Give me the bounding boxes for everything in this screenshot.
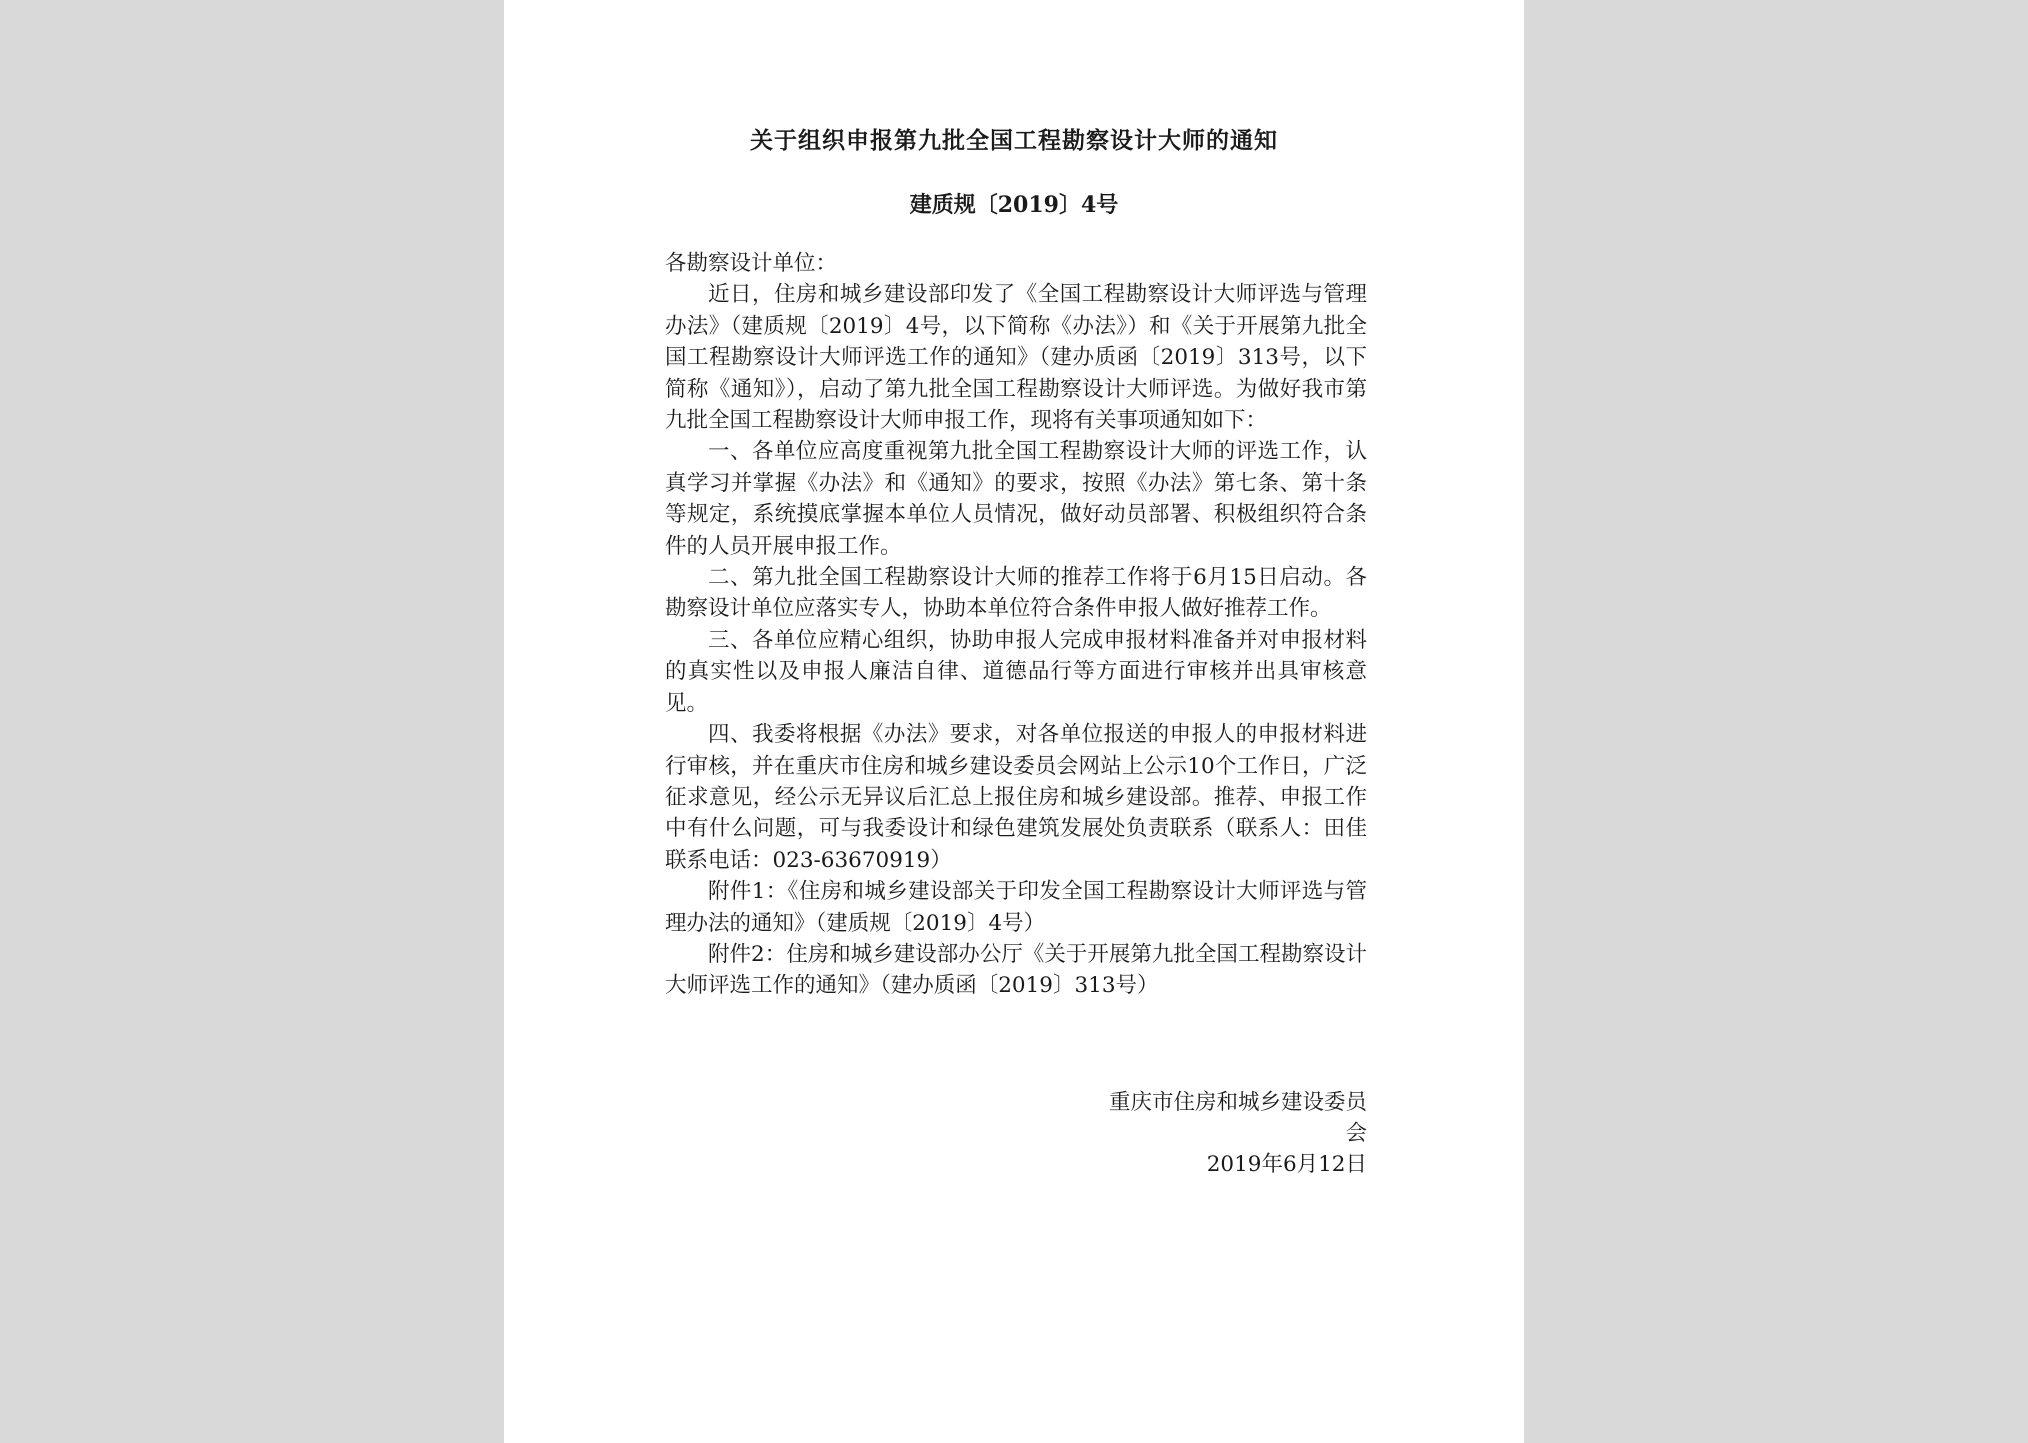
paragraph-intro: 近日，住房和城乡建设部印发了《全国工程勘察设计大师评选与管理办法》（建质规〔2019〕4号，以下简称《办法》）和《关于开展第九批全国工程勘察设计大师评选工作的通知》（建办质函〔2019〕313号，以下简称《通知》），启动了第九批全国工程勘察设计大师评选。为做好我市第九批全国工程勘察设计大师申报工作，现将有关事项通知如下： (665, 282, 1367, 434)
salutation: 各勘察设计单位： (665, 251, 838, 276)
issue-date: 2019年6月12日 (1206, 1152, 1367, 1177)
document-page (504, 0, 1524, 1443)
document-body (665, 248, 1367, 1002)
attachment-1: 附件1：《住房和城乡建设部关于印发全国工程勘察设计大师评选与管理办法的通知》（建质规〔2019〕4号） (665, 879, 1367, 936)
issuer-name: 重庆市住房和城乡建设委员会 (1108, 1090, 1367, 1146)
paragraph-item-4: 四、我委将根据《办法》要求，对各单位报送的申报人的申报材料进行审核，并在重庆市住房和城乡建设委员会网站上公示10个工作日，广泛征求意见，经公示无异议后汇总上报住房和城乡建设部。推荐、申报工作中有什么问题，可与我委设计和绿色建筑发展处负责联系（联系人：田佳 联系电话：023-63670919） (665, 722, 1367, 873)
paragraph-item-2: 二、第九批全国工程勘察设计大师的推荐工作将于6月15日启动。各勘察设计单位应落实专人，协助本单位符合条件申报人做好推荐工作。 (665, 565, 1367, 622)
paragraph-item-3: 三、各单位应精心组织，协助申报人完成申报材料准备并对申报材料的真实性以及申报人廉洁自律、道德品行等方面进行审核并出具审核意见。 (665, 627, 1367, 716)
paragraph-item-1: 一、各单位应高度重视第九批全国工程勘察设计大师的评选工作，认真学习并掌握《办法》和《通知》的要求，按照《办法》第七条、第十条等规定，系统摸底掌握本单位人员情况，做好动员部署、积极组织符合条件的人员开展申报工作。 (665, 439, 1367, 559)
document-number: 建质规〔2019〕4号 (909, 192, 1119, 218)
attachment-2: 附件2：住房和城乡建设部办公厅《关于开展第九批全国工程勘察设计大师评选工作的通知》（建办质函〔2019〕313号） (665, 941, 1367, 999)
document-title: 关于组织申报第九批全国工程勘察设计大师的通知 (750, 127, 1278, 154)
signature-block (1104, 1087, 1367, 1180)
